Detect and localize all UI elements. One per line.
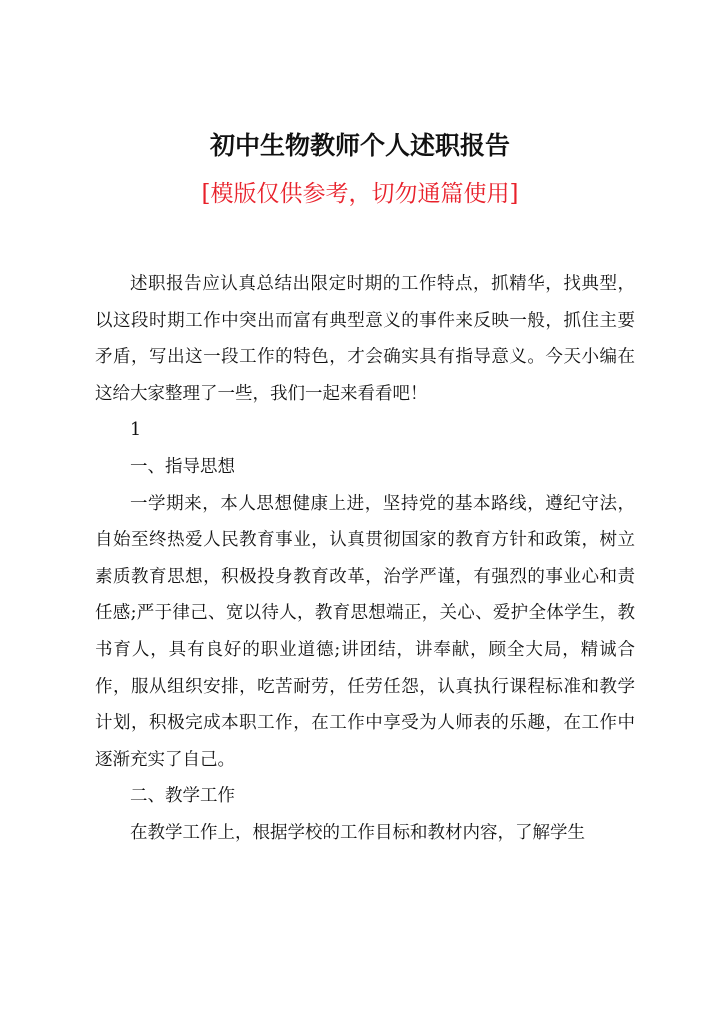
section-heading-guiding-ideology: 一、指导思想 [130, 456, 235, 477]
teaching-work-paragraph: 在教学工作上，根据学校的工作目标和教材内容，了解学生 [130, 822, 585, 843]
intro-paragraph: 述职报告应认真总结出限定时期的工作特点，抓精华，找典型，以这段时期工作中突出而富有典型意义的事件来反映一般，抓住主要矛盾，写出这一段工作的特色，才会确实具有指导意义。今天小编在这给大家整理了一些，我们一起来看看吧！ [95, 274, 635, 404]
guiding-ideology-paragraph: 一学期来，本人思想健康上进，坚持党的基本路线，遵纪守法，自始至终热爱人民教育事业，认真贯彻国家的教育方针和政策，树立素质教育思想，积极投身教育改革，治学严谨，有强烈的事业心和责任感;严于律己、宽以待人，教育思想端正，关心、爱护全体学生，教书育人，具有良好的职业道德;讲团结，讲奉献，顾全大局，精诚合作，服从组织安排，吃苦耐劳，任劳任怨，认真执行课程标准和教学计划，积极完成本职工作，在工作中享受为人师表的乐趣，在工作中逐渐充实了自己。 [95, 493, 635, 770]
document-subtitle: [模版仅供参考，切勿通篇使用] [201, 181, 519, 207]
section-heading-teaching-work: 二、教学工作 [130, 786, 235, 807]
document-body [95, 266, 635, 852]
document-title: 初中生物教师个人述职报告 [209, 131, 510, 160]
section-number: 1 [130, 420, 142, 441]
